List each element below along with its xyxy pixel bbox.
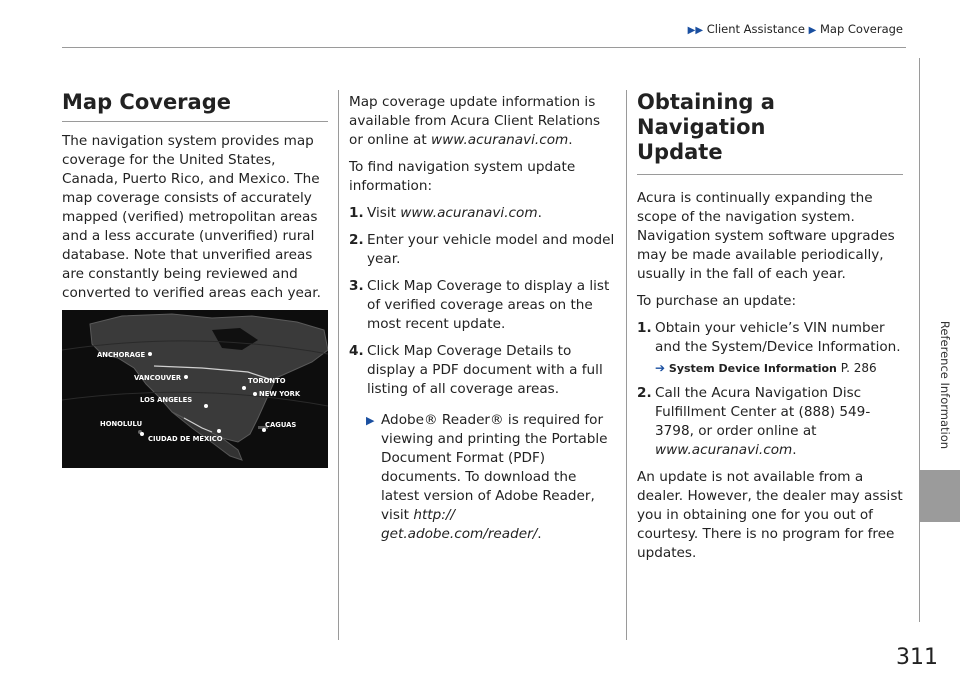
map-label-caguas: CAGUAS <box>265 421 297 429</box>
purchase-paragraph: To purchase an update: <box>637 292 797 309</box>
map-label-toronto: TORONTO <box>248 377 286 385</box>
list-item: 1. Obtain your vehicle’s VIN number and the System/Device Information. <box>637 319 901 355</box>
map-coverage-paragraph: The navigation system provides map coverage for the United States, Canada, Puerto Rico, and Mexico. The map coverage consists of accurately mapped (verified) metropolitan areas and a less accurate (unverified) rural database. Note that unverified areas are constantly being reviewed and converted to verified areas each year. <box>62 133 321 302</box>
expanding-scope-paragraph: Acura is continually expanding the scope of the navigation system. Navigation system software upgrades may be made available periodically, usually in the fall of each year. <box>637 189 895 282</box>
north-america-map <box>62 310 328 468</box>
section-title-map-coverage: Map Coverage <box>62 90 231 114</box>
chevron-right-icon: ▶▶ <box>687 25 704 36</box>
acuranavi-link[interactable]: www.acuranavi.com <box>400 205 538 221</box>
adobe-link[interactable]: http:// get.adobe.com/reader/ <box>381 507 538 542</box>
list-item: 2. Call the Acura Navigation Disc Fulfillment Center at (888) 549-3798, or order online at www.acuranavi.com. <box>637 384 871 458</box>
section-title-obtaining-update: Obtaining a Navigation Update <box>637 90 775 165</box>
breadcrumb-map-coverage[interactable]: Map Coverage <box>819 22 903 36</box>
list-item: 3. Click Map Coverage to display a list of verified coverage areas on the most recent update. <box>349 278 610 332</box>
map-label-vancouver: VANCOUVER <box>134 374 182 382</box>
adobe-reader-note: ▶ Adobe® Reader® is required for viewing and printing the Portable Document Format (PDF) documents. To download the latest version of Adobe Reader, visit http:// get.adobe.com/reader/. <box>366 412 608 542</box>
side-tab-label[interactable]: Reference Information <box>938 320 952 450</box>
update-info-paragraph: Map coverage update information is available from Acura Client Relations or online at www.acuranavi.com. <box>349 94 601 148</box>
map-label-new-york: NEW YORK <box>259 390 301 398</box>
column-obtaining-update <box>637 90 903 571</box>
column-update-info <box>349 93 615 544</box>
list-item: 2. Enter your vehicle model and model year. <box>349 232 615 267</box>
side-tab-marker[interactable] <box>920 470 960 522</box>
dealer-paragraph: An update is not available from a dealer. However, the dealer may assist you in obtaining one for you out of courtesy. There is no program for free updates. <box>637 468 903 561</box>
map-label-ciudad-de-mexico: CIUDAD DE MEXICO <box>148 435 223 443</box>
breadcrumb-client-assistance[interactable]: Client Assistance <box>706 22 805 36</box>
list-item: 4. Click Map Coverage Details to display a PDF document with a full listing of all coverage areas. <box>349 343 603 397</box>
reference-arrow-icon: ➔ <box>655 360 666 375</box>
side-rule <box>919 58 920 622</box>
heading-rule <box>62 121 328 122</box>
cross-reference-link[interactable]: ➔ System Device Information P. 286 <box>655 360 877 375</box>
acuranavi-link[interactable]: www.acuranavi.com <box>431 132 569 148</box>
triangle-right-icon: ▶ <box>366 414 375 427</box>
coverage-map-image <box>62 310 328 468</box>
acuranavi-link[interactable]: www.acuranavi.com <box>655 441 793 458</box>
map-label-honolulu: HONOLULU <box>100 420 143 428</box>
column-divider <box>626 90 627 640</box>
page-number: 311 <box>896 645 938 670</box>
map-label-los-angeles: LOS ANGELES <box>140 396 193 404</box>
chevron-right-icon: ▶ <box>808 25 817 36</box>
breadcrumb <box>688 22 903 36</box>
list-item: 1. Visit www.acuranavi.com. <box>349 205 542 221</box>
column-map-coverage <box>62 90 328 311</box>
find-info-paragraph: To find navigation system update information: <box>349 159 576 194</box>
header-rule <box>62 47 906 48</box>
column-divider <box>338 90 339 640</box>
map-label-anchorage: ANCHORAGE <box>97 351 146 359</box>
heading-rule <box>637 174 903 175</box>
